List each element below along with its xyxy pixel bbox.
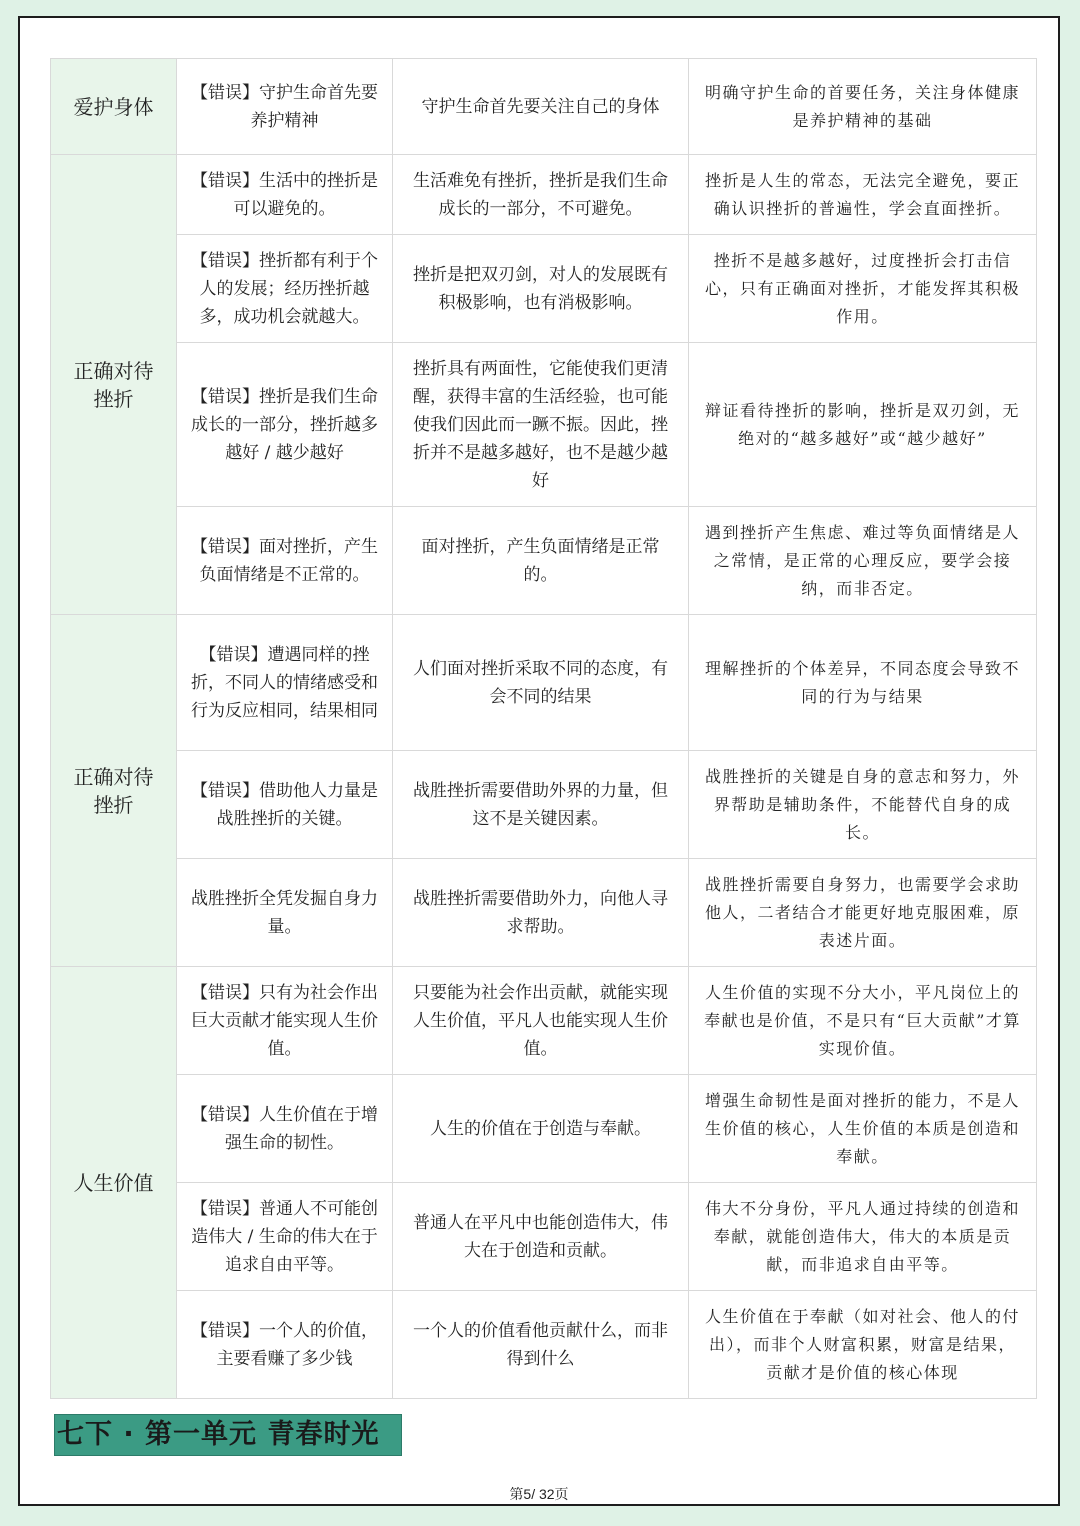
- analysis-text: 理解挫折的个体差异，不同态度会导致不同的行为与结果: [689, 615, 1037, 751]
- wrong-statement: 【错误】人生价值在于增强生命的韧性。: [177, 1075, 393, 1183]
- section-title-banner: [54, 1414, 402, 1456]
- analysis-text: 辩证看待挫折的影响，挫折是双刃剑，无绝对的“越多越好”或“越少越好”: [689, 343, 1037, 507]
- correct-statement: 普通人在平凡中也能创造伟大，伟大在于创造和贡献。: [393, 1183, 689, 1291]
- table-row: [51, 1183, 1037, 1291]
- wrong-statement: 战胜挫折全凭发掘自身力量。: [177, 859, 393, 967]
- topic-label: 挫折: [93, 792, 134, 817]
- table-row: [51, 1291, 1037, 1399]
- topic-label: 爱护身体: [73, 94, 154, 119]
- table-row: [51, 751, 1037, 859]
- topic-label: 人生价值: [73, 1170, 154, 1195]
- analysis-text: 明确守护生命的首要任务，关注身体健康是养护精神的基础: [689, 59, 1037, 155]
- correct-statement: 挫折是把双刃剑，对人的发展既有积极影响，也有消极影响。: [393, 235, 689, 343]
- analysis-text: 人生价值的实现不分大小，平凡岗位上的奉献也是价值，不是只有“巨大贡献”才算实现价值。: [689, 967, 1037, 1075]
- correct-statement: 挫折具有两面性，它能使我们更清醒，获得丰富的生活经验，也可能使我们因此而一蹶不振。因此，挫折并不是越多越好，也不是越少越好: [393, 343, 689, 507]
- wrong-statement: 【错误】借助他人力量是战胜挫折的关键。: [177, 751, 393, 859]
- correct-statement: 面对挫折，产生负面情绪是正常的。: [393, 507, 689, 615]
- table-row: [51, 235, 1037, 343]
- table-row: [51, 967, 1037, 1075]
- table-row: [51, 1075, 1037, 1183]
- page-number: 第5/ 32页: [509, 1486, 569, 1502]
- topic-cell: [51, 155, 177, 615]
- misconception-table: [50, 58, 1037, 1399]
- correct-statement: 生活难免有挫折，挫折是我们生命成长的一部分，不可避免。: [393, 155, 689, 235]
- table-row: [51, 155, 1037, 235]
- page: [18, 16, 1060, 1506]
- correct-statement: 战胜挫折需要借助外界的力量，但这不是关键因素。: [393, 751, 689, 859]
- wrong-statement: 【错误】只有为社会作出巨大贡献才能实现人生价值。: [177, 967, 393, 1075]
- correct-statement: 守护生命首先要关注自己的身体: [393, 59, 689, 155]
- analysis-text: 战胜挫折的关键是自身的意志和努力，外界帮助是辅助条件，不能替代自身的成长。: [689, 751, 1037, 859]
- table-row: [51, 343, 1037, 507]
- analysis-text: 人生价值在于奉献（如对社会、他人的付出），而非个人财富积累，财富是结果，贡献才是价值的核心体现: [689, 1291, 1037, 1399]
- wrong-statement: 【错误】生活中的挫折是可以避免的。: [177, 155, 393, 235]
- wrong-statement: 【错误】面对挫折，产生负面情绪是不正常的。: [177, 507, 393, 615]
- wrong-statement: 【错误】挫折是我们生命成长的一部分，挫折越多越好 / 越少越好: [177, 343, 393, 507]
- correct-statement: 只要能为社会作出贡献，就能实现人生价值，平凡人也能实现人生价值。: [393, 967, 689, 1075]
- correct-statement: 人生的价值在于创造与奉献。: [393, 1075, 689, 1183]
- topic-cell: [51, 615, 177, 967]
- wrong-statement: 【错误】守护生命首先要养护精神: [177, 59, 393, 155]
- correct-statement: 一个人的价值看他贡献什么，而非得到什么: [393, 1291, 689, 1399]
- topic-label: 正确对待: [73, 358, 154, 383]
- analysis-text: 伟大不分身份，平凡人通过持续的创造和奉献，就能创造伟大，伟大的本质是贡献，而非追求自由平等。: [689, 1183, 1037, 1291]
- analysis-text: 挫折不是越多越好，过度挫折会打击信心，只有正确面对挫折，才能发挥其积极作用。: [689, 235, 1037, 343]
- wrong-statement: 【错误】挫折都有利于个人的发展；经历挫折越多，成功机会就越大。: [177, 235, 393, 343]
- analysis-text: 增强生命韧性是面对挫折的能力，不是人生价值的核心，人生价值的本质是创造和奉献。: [689, 1075, 1037, 1183]
- correct-statement: 战胜挫折需要借助外力，向他人寻求帮助。: [393, 859, 689, 967]
- table-row: [51, 859, 1037, 967]
- analysis-text: 遇到挫折产生焦虑、难过等负面情绪是人之常情，是正常的心理反应，要学会接纳，而非否定。: [689, 507, 1037, 615]
- correct-statement: 人们面对挫折采取不同的态度，有会不同的结果: [393, 615, 689, 751]
- wrong-statement: 【错误】普通人不可能创造伟大 / 生命的伟大在于追求自由平等。: [177, 1183, 393, 1291]
- analysis-text: 战胜挫折需要自身努力，也需要学会求助他人，二者结合才能更好地克服困难，原表述片面。: [689, 859, 1037, 967]
- topic-cell: [51, 967, 177, 1399]
- wrong-statement: 【错误】一个人的价值，主要看赚了多少钱: [177, 1291, 393, 1399]
- section-title: 七下 · 第一单元 青春时光: [57, 1419, 380, 1450]
- table-row: [51, 615, 1037, 751]
- table-row: [51, 59, 1037, 155]
- table-row: [51, 507, 1037, 615]
- topic-label: 挫折: [93, 386, 134, 411]
- analysis-text: 挫折是人生的常态，无法完全避免，要正确认识挫折的普遍性，学会直面挫折。: [689, 155, 1037, 235]
- misconception-table-wrapper: [50, 58, 1036, 1399]
- topic-cell: [51, 59, 177, 155]
- wrong-statement: 【错误】遭遇同样的挫折，不同人的情绪感受和行为反应相同，结果相同: [177, 615, 393, 751]
- topic-label: 正确对待: [73, 764, 154, 789]
